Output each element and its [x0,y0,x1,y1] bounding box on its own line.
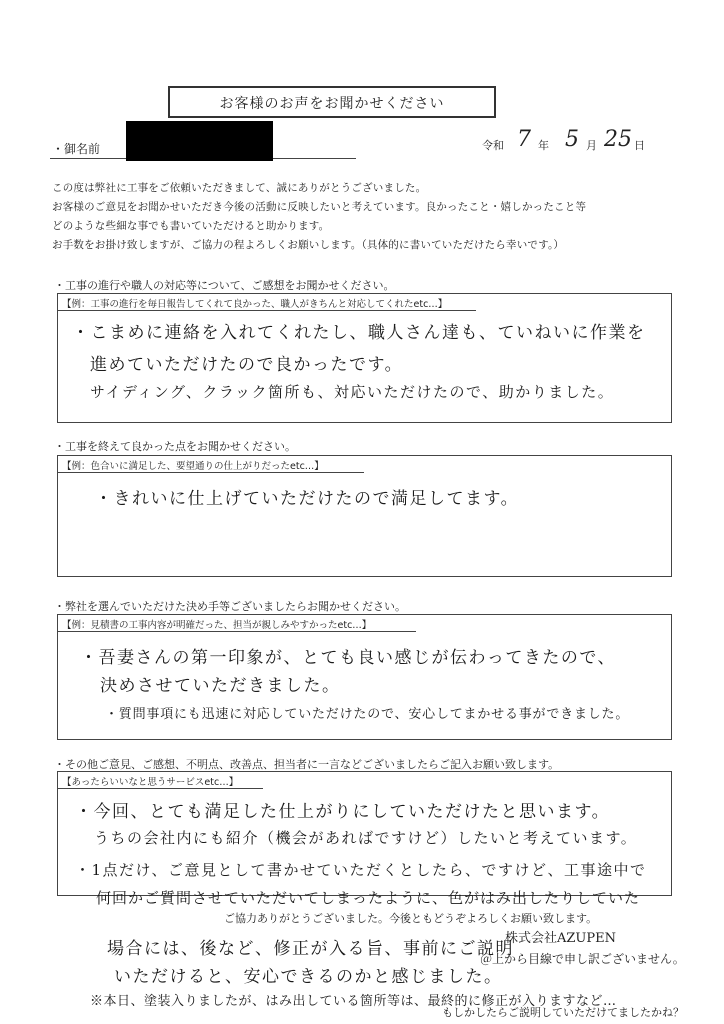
date-year: 7 [517,127,531,152]
handwritten-answer-line: 進めていただけたので良かったです。 [90,355,404,375]
handwritten-answer-line: うちの会社内にも紹介（機会があればですけど）したいと考えています。 [94,829,638,847]
example-text: 【例：色合いに満足した、要望通りの仕上がりだったetc…】 [62,461,324,472]
example-underline [58,472,364,473]
customer-name-label: ・御名前 [52,142,101,156]
handwritten-answer-line: ・吾妻さんの第一印象が、とても良い感じが伝わってきたので、 [80,648,616,668]
section-title-good-points: ・工事を終えて良かった点をお聞かせください。 [54,440,296,453]
handwritten-answer-line: ※本日、塗装入りましたが、はみ出している箇所等は、最終的に修正が入りますなど… [90,994,617,1009]
answer-box-good-points [57,455,672,577]
handwritten-answer-line: ・今回、とても満足した仕上がりにしていただけたと思います。 [75,802,611,822]
date-day-unit: 日 [634,139,645,152]
handwritten-answer-line: ・こまめに連絡を入れてくれたし、職人さん達も、ていねいに作業を [72,323,646,343]
handwritten-answer-line: ・質問事項にも迅速に対応していただけたので、安心してまかせる事ができました。 [105,707,630,722]
form-title-box [168,86,496,118]
redacted-name-block [126,121,273,161]
example-text: 【あったらいいなと思うサービスetc…】 [62,777,239,788]
example-underline [58,310,476,311]
example-underline [58,631,416,632]
intro-line: どのような些細な事でも書いていただけると助かります。 [52,220,330,232]
thanks-message: ご協力ありがとうございました。今後ともどうぞよろしくお願い致します。 [224,912,598,925]
date-day: 25 [604,127,632,152]
section-title-progress: ・工事の進行や職人の対応等について、ご感想をお聞かせください。 [54,279,395,292]
example-text: 【例：工事の進行を毎日報告してくれて良かった、職人がきちんと対応してくれたetc…】 [62,299,448,310]
intro-line: お手数をお掛け致しますが、ご協力の程よろしくお願いします。（具体的に書いていただけたら幸いです。） [52,239,565,251]
date-month-unit: 月 [586,139,597,152]
handwritten-answer-line: いただけると、安心できるのかと感じました。 [114,967,503,987]
section-title-other-comments: ・その他ご意見、ご感想、不明点、改善点、担当者に一言などございましたらご記入お願い致します。 [54,758,560,771]
handwritten-apology-note: ＠上から目線で申し訳ございません。 [480,952,685,966]
intro-line: この度は弊社に工事をご依頼いただきまして、誠にありがとうございました。 [52,182,427,194]
example-text: 【例：見積書の工事内容が明確だった、担当が親しみやすかったetc…】 [62,620,372,631]
section-title-deciding-factor: ・弊社を選んでいただけた決め手等ございましたらお聞かせください。 [54,600,406,613]
form-title: お客様のお声をお聞かせください [219,96,445,112]
handwritten-answer-line: ・1点だけ、ご意見として書かせていただくとしたら、ですけど、工事途中で [75,861,647,879]
date-month: 5 [565,127,579,152]
example-underline [58,788,263,789]
handwritten-answer-line: 決めさせていただきました。 [100,676,341,696]
handwritten-answer-line: ・きれいに仕上げていただけたので満足してます。 [95,489,520,509]
handwritten-question-note: もしかしたらご説明していただけてましたかね？ [442,1006,684,1019]
date-year-unit: 年 [538,139,549,152]
handwritten-answer-line: 場合には、後など、修正が入る旨、事前にご説明 [107,939,514,959]
handwritten-answer-line: サイディング、クラック箇所も、対応いただけたので、助かりました。 [90,383,615,401]
date-era: 令和 [482,139,504,152]
intro-line: お客様のご意見をお聞かせいただき今後の活動に反映したいと考えています。良かったこと・嬉しかったこと等 [52,201,587,213]
company-name: 株式会社AZUPEN [505,931,616,946]
handwritten-answer-line: 何回かご質問させていただいてしまったように、色がはみ出したりしていた [96,889,641,907]
